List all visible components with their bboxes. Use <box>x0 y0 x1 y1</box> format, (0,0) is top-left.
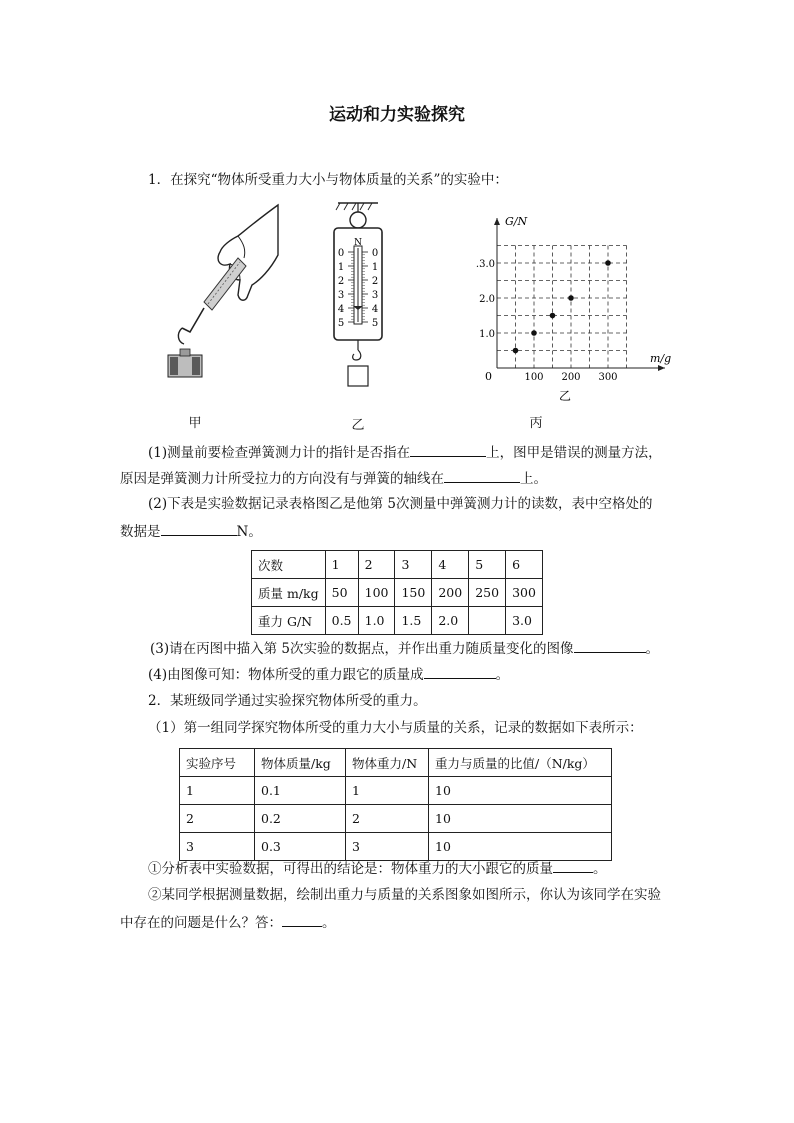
origin-label: 0 <box>485 370 492 383</box>
q1-part3: (3)请在丙图中描入第 5次实验的数据点，并作出重力随质量变化的图像 。 <box>150 638 659 659</box>
figure-yi-spring-scale <box>322 198 394 388</box>
scale-number-right: 4 <box>371 304 379 315</box>
bottom-hook <box>353 350 361 360</box>
answer-blank-1[interactable] <box>410 442 486 457</box>
page-title: 运动和力实验探究 <box>329 105 465 125</box>
scale-number-right: 5 <box>371 318 379 329</box>
data-point <box>550 313 556 319</box>
y-tick-label: 2.0 <box>479 294 495 305</box>
data-point <box>513 348 519 354</box>
scale-number-left: 0 <box>337 248 345 259</box>
y-tick-label: .3.0 <box>475 259 495 270</box>
q2-sub2-line2: 中存在的问题是什么？答： 。 <box>120 912 336 933</box>
x-axis-label: m/g <box>650 352 672 365</box>
q1-part1-line2: 原因是弹簧测力计所受拉力的方向没有与弹簧的轴线在 上。 <box>120 468 547 489</box>
hook <box>182 308 204 332</box>
table-row: 重力 G/N 0.5 1.0 1.5 2.0 3.0 <box>252 607 543 635</box>
table-header-row: 实验序号 物体质量/kg 物体重力/N 重力与质量的比值/（N/kg） <box>180 749 612 777</box>
y-axis-label: G/N <box>505 215 528 228</box>
scale-number-right: 2 <box>371 276 379 287</box>
caption-yi: 乙 <box>351 418 365 433</box>
y-tick-label: 1.0 <box>479 329 495 340</box>
scale-number-left: 4 <box>337 304 345 315</box>
data-point <box>605 260 611 266</box>
graph-sublabel: 乙 <box>558 389 572 403</box>
weight-block <box>168 349 202 377</box>
table-row: 1 0.1 1 10 <box>180 777 612 805</box>
figure-bing-graph <box>475 210 675 405</box>
scale-number-right: 3 <box>371 290 379 301</box>
q1-data-table <box>251 550 543 635</box>
answer-blank-3[interactable] <box>161 521 237 536</box>
caption-jia: 甲 <box>188 416 202 431</box>
empty-answer-cell[interactable] <box>469 607 506 635</box>
x-axis-arrow-icon <box>658 365 665 371</box>
figure-jia <box>160 200 280 385</box>
q2-sub2-line1: ②某同学根据测量数据，绘制出重力与质量的关系图象如图所示，你认为该同学在实验 <box>148 887 661 903</box>
scale-number-left: 1 <box>337 262 345 273</box>
table-row: 3 0.3 3 10 <box>180 833 612 861</box>
x-tick-label: 100 <box>524 372 544 383</box>
data-point <box>568 295 574 301</box>
caption-bing: 丙 <box>529 416 543 431</box>
x-tick-label: 200 <box>561 372 581 383</box>
answer-blank-6[interactable] <box>553 858 593 873</box>
table-row: 次数 1 2 3 4 5 6 <box>252 551 543 579</box>
top-ring <box>350 212 366 228</box>
y-axis-arrow-icon <box>494 218 500 225</box>
q1-intro: 1．在探究“物体所受重力大小与物体质量的关系”的实验中： <box>148 172 508 188</box>
q2-part1: （1）第一组同学探究物体所受的重力大小与质量的关系，记录的数据如下表所示： <box>148 720 643 736</box>
scale-number-left: 5 <box>337 318 345 329</box>
q1-part2-line2: 数据是 N。 <box>120 521 262 542</box>
q1-part4: (4)由图像可知：物体所受的重力跟它的质量成 。 <box>148 664 509 685</box>
q2-sub1: ①分析表中实验数据，可得出的结论是：物体重力的大小跟它的质量 。 <box>148 858 607 879</box>
q1-part1-line1: (1)测量前要检查弹簧测力计的指针是否指在 上，图甲是错误的测量方法， <box>148 442 662 463</box>
answer-blank-7[interactable] <box>282 912 322 927</box>
scale-number-left: 2 <box>337 276 345 287</box>
answer-blank-4[interactable] <box>574 638 646 653</box>
x-tick-label: 300 <box>598 372 618 383</box>
scale-number-left: 3 <box>337 290 345 301</box>
answer-blank-5[interactable] <box>424 664 496 679</box>
scale-unit-label: N <box>354 238 362 248</box>
q2-intro: 2．某班级同学通过实验探究物体所受的重力。 <box>148 693 427 709</box>
table-row: 质量 m/kg 50 100 150 200 250 300 <box>252 579 543 607</box>
q2-data-table <box>179 748 612 861</box>
hanging-weight <box>348 366 368 386</box>
answer-blank-2[interactable] <box>444 468 520 483</box>
scale-number-right: 1 <box>371 262 379 273</box>
q1-part2-line1: (2)下表是实验数据记录表格图乙是他第 5次测量中弹簧测力计的读数，表中空格处的 <box>148 496 653 512</box>
table-row: 2 0.2 2 10 <box>180 805 612 833</box>
data-point <box>531 330 537 336</box>
scale-number-right: 0 <box>371 248 379 259</box>
